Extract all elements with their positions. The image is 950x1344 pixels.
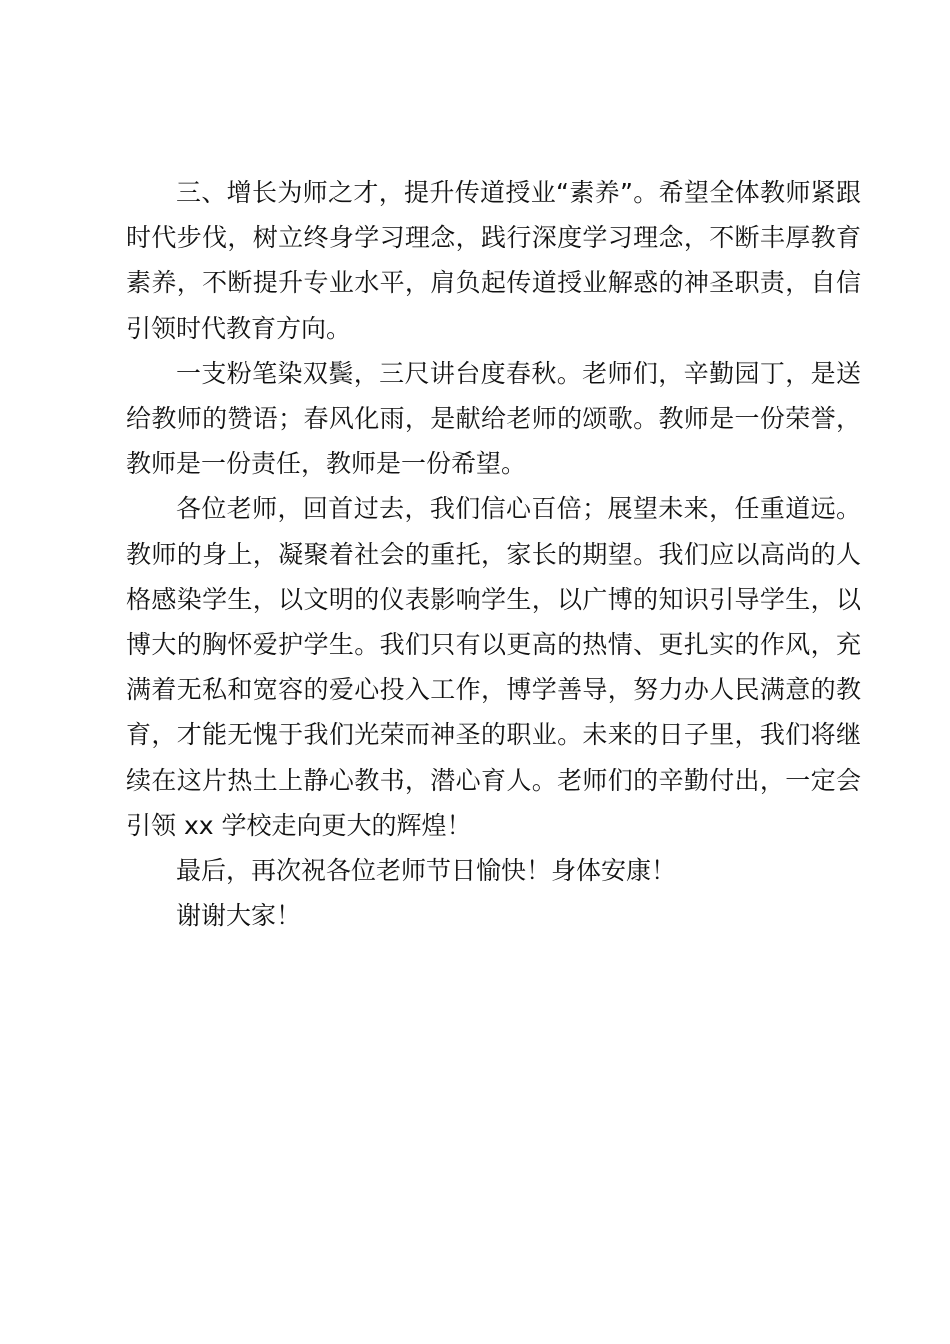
paragraph-chalk-and-podium: 一支粉笔染双鬓，三尺讲台度春秋。老师们，辛勤园丁，是送给教师的赞语；春风化雨，是献给老师的颂歌。教师是一份荣誉，教师是一份责任，教师是一份希望。: [126, 358, 861, 479]
document-body: [126, 170, 861, 938]
paragraph-section-three: 三、增长为师之才，提升传道授业“素养”。希望全体教师紧跟时代步伐，树立终身学习理念，践行深度学习理念，不断丰厚教育素养，不断提升专业水平，肩负起传道授业解惑的神圣职责，自信引领时代教育方向。: [126, 178, 861, 343]
paragraph-closing-wishes: 最后，再次祝各位老师节日愉快！身体安康！: [176, 856, 677, 886]
paragraph-thanks: 谢谢大家！: [176, 901, 302, 931]
paragraph-dear-teachers: 各位老师，回首过去，我们信心百倍；展望未来，任重道远。教师的身上，凝聚着社会的重托，家长的期望。我们应以高尚的人格感染学生，以文明的仪表影响学生，以广博的知识引导学生，以博大的胸怀爱护学生。我们只有以更高的热情、更扎实的作风，充满着无私和宽容的爱心投入工作，博学善导，努力办人民满意的教育，才能无愧于我们光荣而神圣的职业。未来的日子里，我们将继续在这片热土上静心教书，潜心育人。老师们的辛勤付出，一定会引领 xx 学校走向更大的辉煌！: [126, 494, 861, 840]
